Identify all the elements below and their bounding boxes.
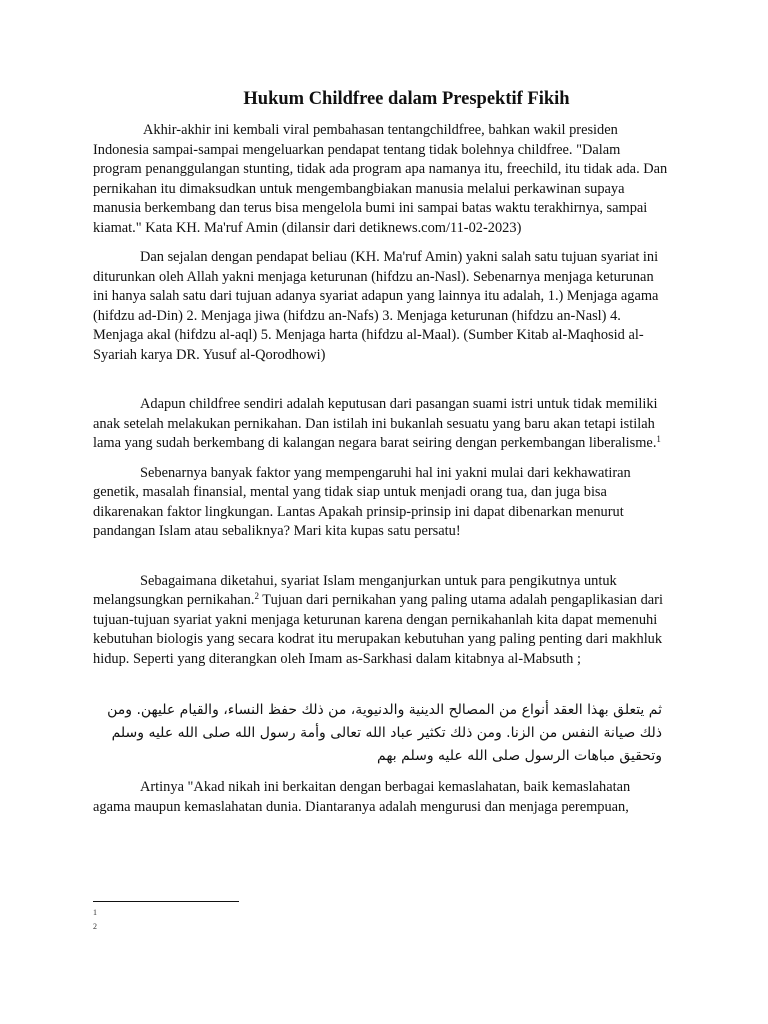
footnote-ref-1[interactable]: 1 bbox=[656, 434, 661, 444]
paragraph-maqashid: Dan sejalan dengan pendapat beliau (KH. Ma'ruf Amin) yakni salah satu tujuan syariat ini diturunkan oleh Allah yakni menjaga keturunan (hifdzu an-Nasl). Sebenarnya menjaga keturunan ini hanya salah satu dari tujuan adanya syariat adapun yang lainnya itu adalah, 1.) Menjaga agama (hifdzu ad-Din) 2. Menjaga jiwa (hifdzu an-Nafs) 3. Menjaga keturunan (hifdzu an-Nasl) 4. Menjaga akal (hifdzu al-aql) 5. Menjaga harta (hifdzu al-Maal). (Sumber Kitab al-Maqhosid al-Syariah karya DR. Yusuf al-Qorodhowi) bbox=[93, 249, 659, 363]
paragraph-translation: Artinya "Akad nikah ini berkaitan dengan berbagai kemaslahatan, baik kemaslahatan agama maupun kemaslahatan dunia. Diantaranya adalah mengurusi dan menjaga perempuan, bbox=[93, 779, 631, 815]
footnote-area bbox=[93, 901, 393, 934]
paragraph-intro: Akhir-akhir ini kembali viral pembahasan tentangchildfree, bahkan wakil presiden Indonesia sampai-sampai mengeluarkan pendapat tentang tidak bolehnya childfree. "Dalam program penanggulangan stunting, tidak ada program apa namanya itu, freechild, itu tidak ada. Dan pernikahan itu dimaksudkan untuk mengembangbiakan manusia melalui perkawinan supaya manusia berkembang dan terus bisa mengelola bumi ini sampai batas waktu terakhirnya, sampai kiamat." Kata KH. Ma'ruf Amin (dilansir dari detiknews.com/11-02-2023) bbox=[93, 122, 668, 236]
footnote-separator bbox=[93, 901, 239, 902]
blank-line bbox=[93, 375, 670, 395]
arabic-quote: ثم يتعلق بهذا العقد أنواع من المصالح الدينية والدنيوية، من ذلك حفظ النساء، والقيام عليهن. ومن ذلك صيانة النفس من الزنا. ومن ذلك تكثير عباد الله تعالى وأمة رسول الله صلى الله عليه وسلم وتحقيق مباهات الرسول صلى الله عليه وسلم بهم bbox=[107, 702, 662, 764]
footnote-ref-2[interactable]: 2 bbox=[254, 591, 259, 601]
footnote-1: 1 bbox=[93, 908, 97, 917]
blank-line bbox=[93, 679, 670, 699]
paragraph-marriage bbox=[93, 572, 670, 670]
footnote-2: 2 bbox=[93, 922, 97, 931]
paragraph-text: Sebagaimana diketahui, syariat Islam menganjurkan untuk para pengikutnya untuk melangsungkan pernikahan. bbox=[93, 572, 617, 608]
paragraph-factors: Sebenarnya banyak faktor yang mempengaruhi hal ini yakni mulai dari kekhawatiran genetik, masalah finansial, mental yang tidak siap untuk menjadi orang tua, dan juga bisa dikarenakan faktor lingkungan. Lantas Apakah prinsip-prinsip ini dapat dibenarkan menurut pandangan Islam atau sebaliknya? Mari kita kupas satu persatu! bbox=[93, 464, 631, 539]
document-page bbox=[93, 86, 670, 827]
page-title: Hukum Childfree dalam Prespektif Fikih bbox=[243, 89, 570, 109]
blank-line bbox=[93, 552, 670, 572]
paragraph-text: Adapun childfree sendiri adalah keputusan dari pasangan suami istri untuk tidak memiliki anak setelah melakukan pernikahan. Dan istilah ini bukanlah sesuatu yang baru akan tetapi istilah lama yang sudah berkembang di kalangan negara barat seiring dengan perkembangan liberalisme. bbox=[93, 396, 658, 451]
paragraph-childfree-definition bbox=[93, 395, 670, 454]
paragraph-text: Tujuan dari pernikahan yang paling utama adalah pengaplikasian dari tujuan-tujuan syariat yakni menjaga keturunan karena dengan pernikahanlah kita dapat memenuhi kebutuhan biologis yang secara kodrat itu merupakan kebutuhan yang paling penting dari makhluk hidup. Seperti yang diterangkan oleh Imam as-Sarkhasi dalam kitabnya al-Mabsuth ; bbox=[93, 592, 663, 667]
